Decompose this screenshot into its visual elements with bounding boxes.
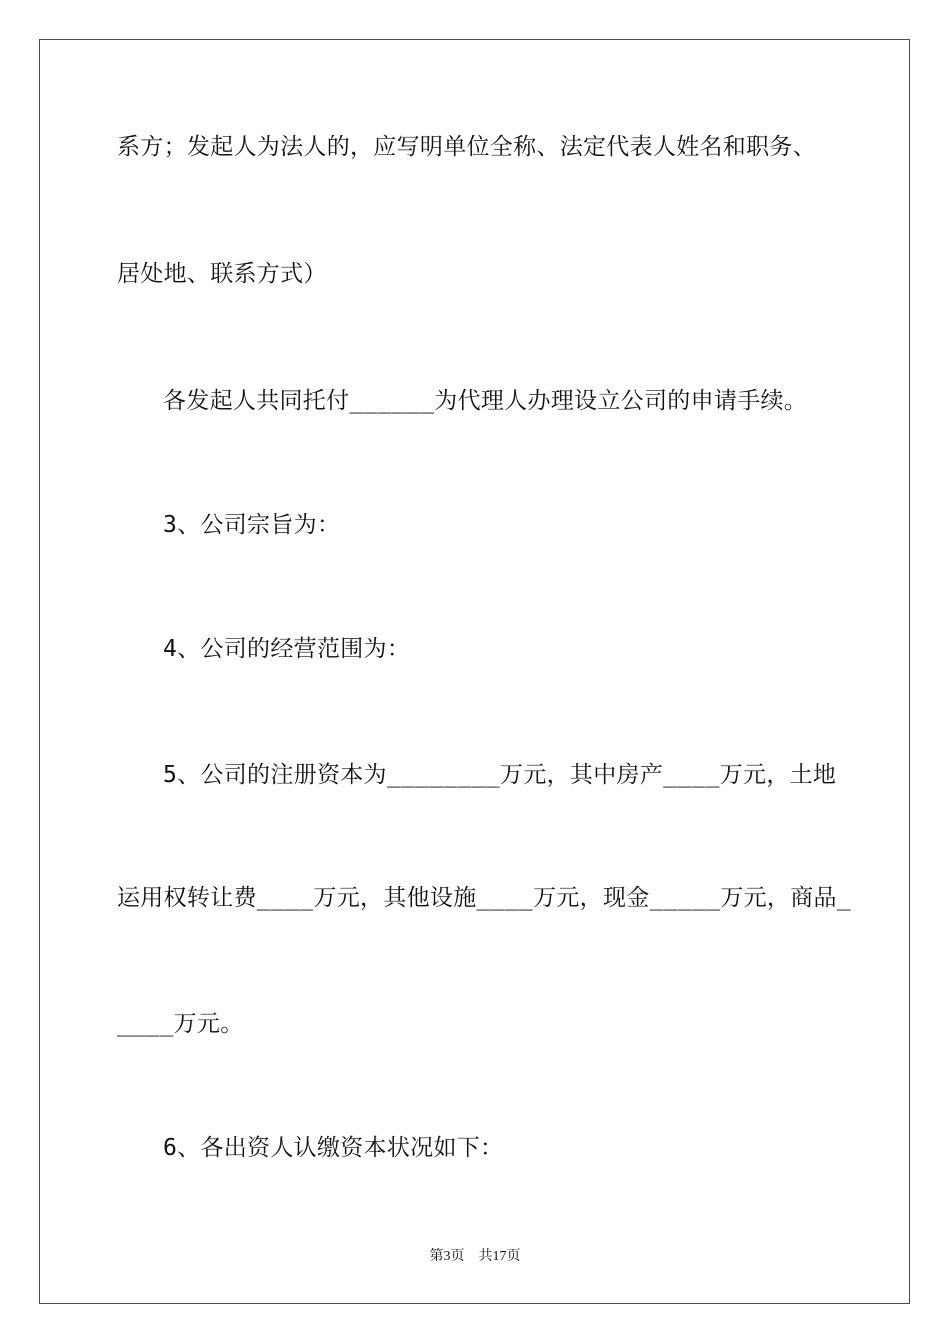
body-line-9: 6、各出资人认缴资本状况如下： — [163, 1135, 504, 1161]
page-number: 第3页 — [429, 1249, 465, 1264]
body-line-2: 居处地、联系方式） — [117, 261, 327, 287]
body-line-3: 各发起人共同托付______为代理人办理设立公司的申请手续。 — [163, 388, 808, 414]
body-line-4: 3、公司宗旨为： — [163, 512, 341, 538]
body-line-1: 系方；发起人为法人的，应写明单位全称、法定代表人姓名和职务、 — [117, 134, 816, 160]
body-line-5: 4、公司的经营范围为： — [163, 636, 411, 662]
body-line-7: 运用权转让费____万元，其他设施____万元，现金_____万元，商品_ — [117, 885, 851, 911]
body-line-6: 5、公司的注册资本为________万元，其中房产____万元，土地 — [163, 762, 837, 788]
body-line-8: ____万元。 — [117, 1011, 244, 1037]
page-frame — [39, 39, 910, 1304]
page-total: 共17页 — [478, 1249, 521, 1264]
page-footer — [0, 1245, 950, 1265]
